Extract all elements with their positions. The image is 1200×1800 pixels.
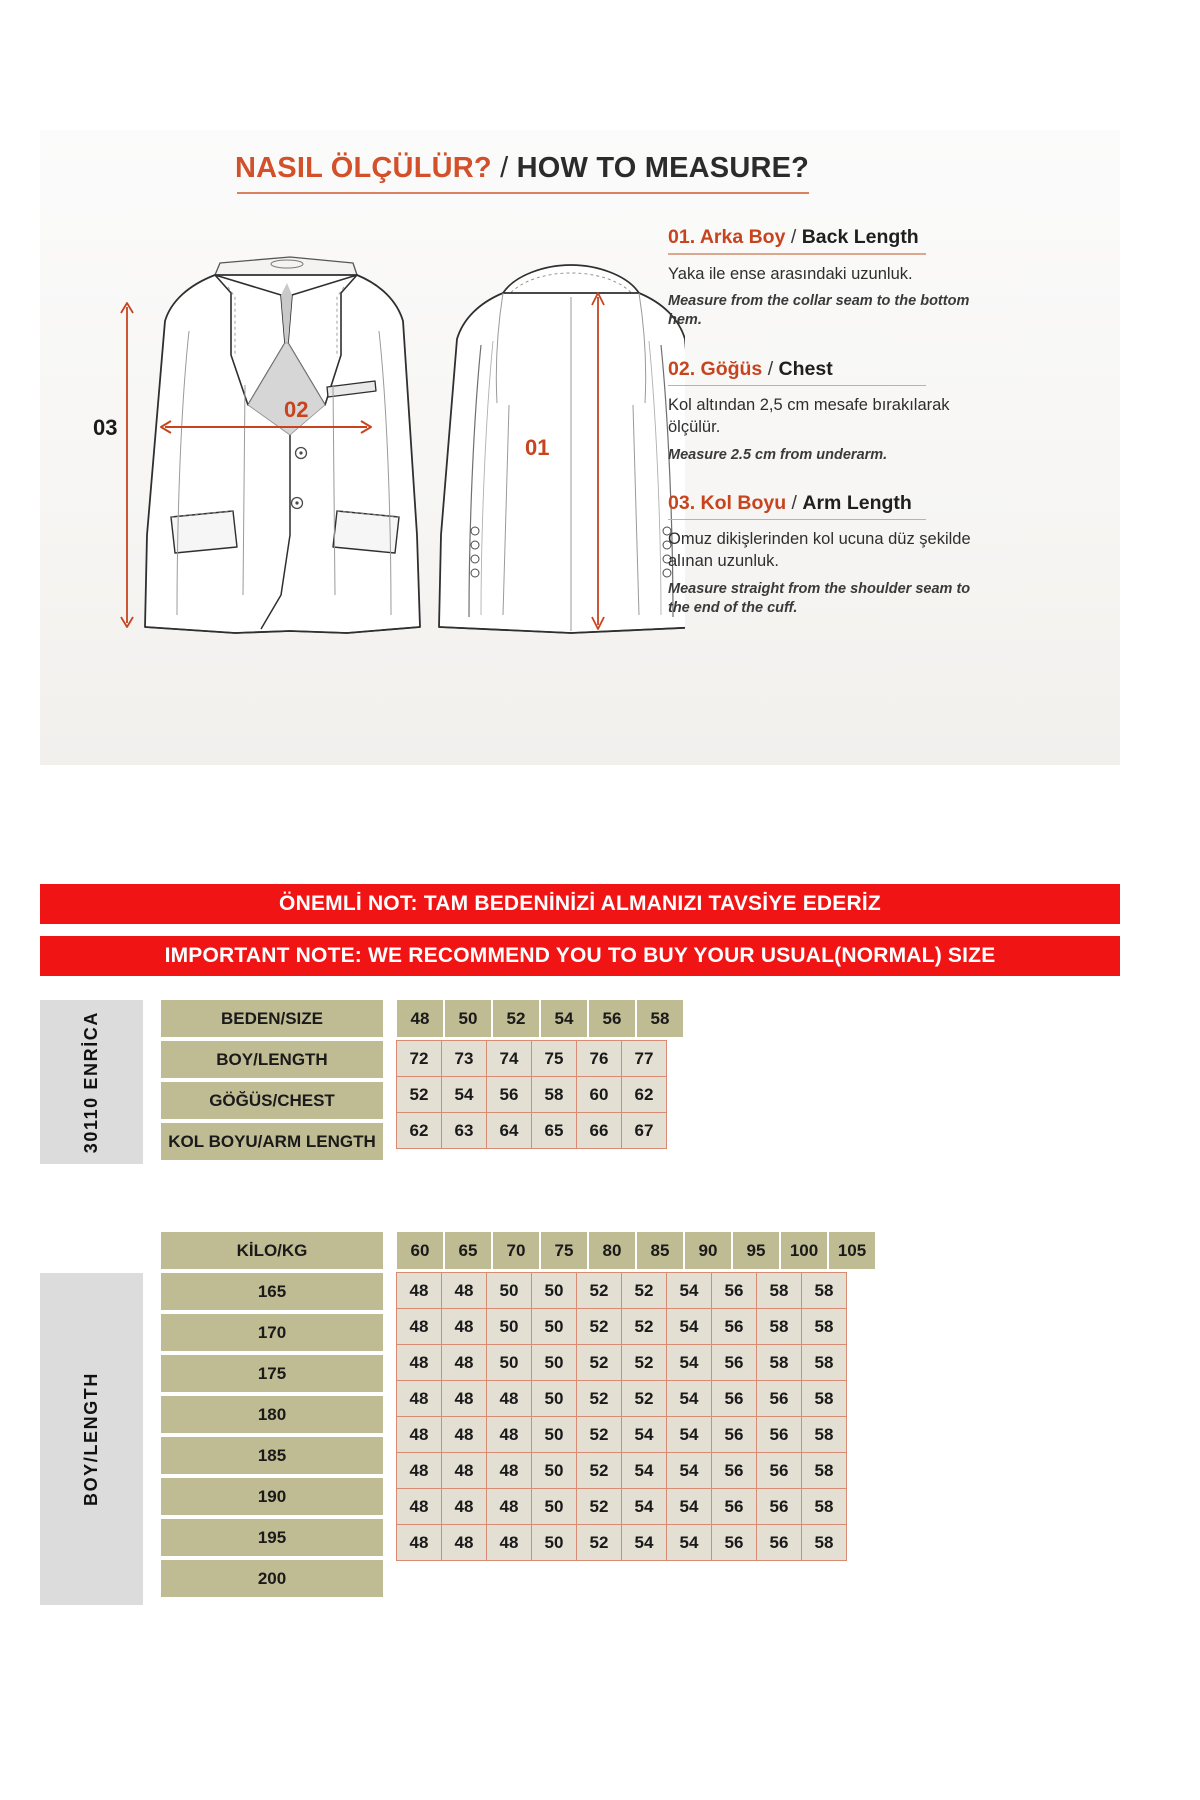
- table2-cell-7-5: 54: [621, 1524, 667, 1561]
- table2-weight-cell-5: 85: [637, 1232, 683, 1269]
- front-jacket-drawing: [145, 257, 420, 633]
- table1-size-cell-0: 48: [397, 1000, 443, 1037]
- important-note-banner-en: IMPORTANT NOTE: WE RECOMMEND YOU TO BUY YOUR USUAL(NORMAL) SIZE: [40, 936, 1120, 976]
- page-title: [235, 152, 809, 185]
- table2-cell-4-3: 50: [531, 1416, 577, 1453]
- table1-cell-0-3: 75: [531, 1040, 577, 1077]
- table2-cell-3-1: 48: [441, 1380, 487, 1417]
- table2-weight-cell-8: 100: [781, 1232, 827, 1269]
- measurement-heading-01: [668, 226, 919, 252]
- table1-cell-2-5: 67: [621, 1112, 667, 1149]
- table2-cell-3-9: 58: [801, 1380, 847, 1417]
- measurement-desc-en-03: Measure straight from the shoulder seam to the end of the cuff.: [668, 580, 971, 616]
- title-underline: [237, 192, 809, 194]
- table2-row-label-0: 165: [161, 1273, 383, 1310]
- table2-cell-4-4: 52: [576, 1416, 622, 1453]
- table2-cell-7-3: 50: [531, 1524, 577, 1561]
- table1-size-cell-3: 54: [541, 1000, 587, 1037]
- table2-cell-7-4: 52: [576, 1524, 622, 1561]
- table2-value-grid: [397, 1273, 847, 1605]
- table2-row-label-2: 175: [161, 1355, 383, 1392]
- table2-cell-4-1: 48: [441, 1416, 487, 1453]
- table2-row-label-3: 180: [161, 1396, 383, 1433]
- table2-cell-3-7: 56: [711, 1380, 757, 1417]
- table2-cell-1-0: 48: [396, 1308, 442, 1345]
- measurement-heading-rule-02: [668, 385, 926, 387]
- table1-cell-2-1: 63: [441, 1112, 487, 1149]
- table2-cell-1-1: 48: [441, 1308, 487, 1345]
- measurement-number-01: 01.: [668, 226, 696, 248]
- table2-cell-0-2: 50: [486, 1272, 532, 1309]
- table2-row-label-6: 195: [161, 1519, 383, 1556]
- measurement-slash-02: /: [762, 357, 779, 380]
- table1-cell-0-5: 77: [621, 1040, 667, 1077]
- measure-label-01: 01: [525, 435, 550, 460]
- table2-cell-2-6: 54: [666, 1344, 712, 1381]
- table2-cell-4-7: 56: [711, 1416, 757, 1453]
- table1-cell-1-2: 56: [486, 1076, 532, 1113]
- height-weight-size-table: [40, 1232, 877, 1605]
- table1-cell-0-1: 73: [441, 1040, 487, 1077]
- table2-cell-1-2: 50: [486, 1308, 532, 1345]
- table2-cell-7-7: 56: [711, 1524, 757, 1561]
- table2-cell-3-3: 50: [531, 1380, 577, 1417]
- table-row: [397, 1345, 847, 1381]
- table2-weight-cell-2: 70: [493, 1232, 539, 1269]
- table2-cell-7-8: 56: [756, 1524, 802, 1561]
- table2-cell-3-5: 52: [621, 1380, 667, 1417]
- measure-line-03: [121, 303, 133, 627]
- table1-cell-0-4: 76: [576, 1040, 622, 1077]
- table2-cell-6-5: 54: [621, 1488, 667, 1525]
- table2-cell-4-8: 56: [756, 1416, 802, 1453]
- table2-cell-7-0: 48: [396, 1524, 442, 1561]
- measure-label-03: 03: [93, 415, 118, 440]
- table2-cell-4-0: 48: [396, 1416, 442, 1453]
- measurement-name-en-02: Chest: [778, 357, 833, 380]
- table2-cell-5-6: 54: [666, 1452, 712, 1489]
- table1-size-cell-1: 50: [445, 1000, 491, 1037]
- measurement-name-tr-02: Göğüs: [700, 357, 763, 380]
- table2-cell-1-8: 58: [756, 1308, 802, 1345]
- table2-cell-2-4: 52: [576, 1344, 622, 1381]
- table1-cell-1-1: 54: [441, 1076, 487, 1113]
- jacket-illustrations: [85, 235, 685, 655]
- table2-cell-0-0: 48: [396, 1272, 442, 1309]
- measurement-block-01: [668, 226, 1098, 331]
- table2-weight-header-row: [397, 1232, 877, 1273]
- table1-row-label-2: KOL BOYU/ARM LENGTH: [161, 1123, 383, 1160]
- table2-cell-7-9: 58: [801, 1524, 847, 1561]
- page-title-en: HOW TO MEASURE?: [516, 152, 810, 184]
- important-note-banner-tr: ÖNEMLİ NOT: TAM BEDENİNİZİ ALMANIZI TAVSİYE EDERİZ: [40, 884, 1120, 924]
- table2-cell-6-3: 50: [531, 1488, 577, 1525]
- measurement-slash-01: /: [785, 226, 802, 248]
- table2-cell-6-7: 56: [711, 1488, 757, 1525]
- table2-cell-2-8: 58: [756, 1344, 802, 1381]
- table2-cell-6-8: 56: [756, 1488, 802, 1525]
- table1-cell-2-2: 64: [486, 1112, 532, 1149]
- table2-cell-7-1: 48: [441, 1524, 487, 1561]
- table2-cell-3-8: 56: [756, 1380, 802, 1417]
- table1-cell-1-5: 62: [621, 1076, 667, 1113]
- table1-row-labels: [161, 1041, 383, 1164]
- table-row: [397, 1417, 847, 1453]
- table-row: [397, 1489, 847, 1525]
- table2-cell-0-9: 58: [801, 1272, 847, 1309]
- table2-row-label-1: 170: [161, 1314, 383, 1351]
- table2-cell-2-5: 52: [621, 1344, 667, 1381]
- table2-row-label-7: 200: [161, 1560, 383, 1597]
- table1-row-label-1: GÖĞÜS/CHEST: [161, 1082, 383, 1119]
- product-size-table: [40, 1000, 685, 1164]
- table1-cell-2-3: 65: [531, 1112, 577, 1149]
- table2-cell-6-2: 48: [486, 1488, 532, 1525]
- table2-cell-2-2: 50: [486, 1344, 532, 1381]
- table1-cell-1-0: 52: [396, 1076, 442, 1113]
- table1-cell-2-0: 62: [396, 1112, 442, 1149]
- table2-cell-0-8: 58: [756, 1272, 802, 1309]
- table2-cell-5-8: 56: [756, 1452, 802, 1489]
- measurement-heading-rule-03: [668, 519, 926, 521]
- table1-cell-2-4: 66: [576, 1112, 622, 1149]
- table2-cell-4-2: 48: [486, 1416, 532, 1453]
- table-row: [397, 1453, 847, 1489]
- table2-cell-6-6: 54: [666, 1488, 712, 1525]
- table2-cell-1-4: 52: [576, 1308, 622, 1345]
- measurement-heading-02: [668, 358, 833, 384]
- table2-cell-1-5: 52: [621, 1308, 667, 1345]
- table-row: [397, 1041, 667, 1077]
- table2-cell-4-5: 54: [621, 1416, 667, 1453]
- table2-cell-0-3: 50: [531, 1272, 577, 1309]
- table2-cell-5-1: 48: [441, 1452, 487, 1489]
- table2-row-labels: [161, 1273, 383, 1605]
- table2-cell-2-9: 58: [801, 1344, 847, 1381]
- measure-label-02: 02: [284, 397, 309, 422]
- table2-cell-6-9: 58: [801, 1488, 847, 1525]
- measurement-block-03: [668, 492, 1098, 618]
- back-jacket-drawing: [439, 265, 685, 633]
- table2-weight-cell-7: 95: [733, 1232, 779, 1269]
- table2-weight-cell-6: 90: [685, 1232, 731, 1269]
- measurement-heading-03: [668, 492, 912, 518]
- measurement-desc-en-02: Measure 2.5 cm from underarm.: [668, 446, 888, 463]
- table1-cell-0-0: 72: [396, 1040, 442, 1077]
- table2-row-label-4: 185: [161, 1437, 383, 1474]
- table1-cell-1-3: 58: [531, 1076, 577, 1113]
- measurement-desc-tr-02: Kol altından 2,5 cm mesafe bırakılarak ölçülür.: [668, 396, 950, 436]
- table2-weight-cell-1: 65: [445, 1232, 491, 1269]
- table2-row-label-5: 190: [161, 1478, 383, 1515]
- measurement-desc-tr-03: Omuz dikişlerinden kol ucuna düz şekilde alınan uzunluk.: [668, 530, 971, 570]
- table2-cell-1-3: 50: [531, 1308, 577, 1345]
- table2-cell-0-7: 56: [711, 1272, 757, 1309]
- table-row: [397, 1273, 847, 1309]
- table2-cell-5-2: 48: [486, 1452, 532, 1489]
- table-row: [397, 1381, 847, 1417]
- table2-cell-1-7: 56: [711, 1308, 757, 1345]
- table2-weight-cell-9: 105: [829, 1232, 875, 1269]
- table1-side-label: 30110 ENRİCA: [40, 1000, 143, 1164]
- table2-cell-2-7: 56: [711, 1344, 757, 1381]
- table2-cell-5-4: 52: [576, 1452, 622, 1489]
- table2-cell-1-9: 58: [801, 1308, 847, 1345]
- table2-cell-7-6: 54: [666, 1524, 712, 1561]
- table2-cell-0-1: 48: [441, 1272, 487, 1309]
- table2-cell-6-0: 48: [396, 1488, 442, 1525]
- table2-cell-4-6: 54: [666, 1416, 712, 1453]
- table1-cell-1-4: 60: [576, 1076, 622, 1113]
- table2-cell-3-4: 52: [576, 1380, 622, 1417]
- measurement-name-en-03: Arm Length: [802, 491, 912, 514]
- table1-row-label-0: BOY/LENGTH: [161, 1041, 383, 1078]
- measurement-desc-tr-01: Yaka ile ense arasındaki uzunluk.: [668, 264, 913, 283]
- page-title-tr: NASIL ÖLÇÜLÜR?: [235, 152, 492, 184]
- table1-size-cell-5: 58: [637, 1000, 683, 1037]
- how-to-measure-panel: [40, 130, 1120, 765]
- table2-cell-5-7: 56: [711, 1452, 757, 1489]
- table1-value-grid: [397, 1041, 667, 1164]
- table2-cell-0-4: 52: [576, 1272, 622, 1309]
- measurement-descriptions: [668, 226, 1098, 645]
- measurement-block-02: [668, 358, 1098, 465]
- table2-cell-2-0: 48: [396, 1344, 442, 1381]
- table1-size-cell-4: 56: [589, 1000, 635, 1037]
- table-row: [397, 1309, 847, 1345]
- table2-cell-3-6: 54: [666, 1380, 712, 1417]
- table2-cell-0-5: 52: [621, 1272, 667, 1309]
- table1-size-header-row: [397, 1000, 685, 1041]
- measurement-desc-en-01: Measure from the collar seam to the bottom hem.: [668, 293, 970, 329]
- measurement-slash-03: /: [786, 491, 803, 514]
- table2-header-label: KİLO/KG: [161, 1232, 383, 1269]
- table1-size-cell-2: 52: [493, 1000, 539, 1037]
- table2-cell-0-6: 54: [666, 1272, 712, 1309]
- table2-cell-5-9: 58: [801, 1452, 847, 1489]
- table2-cell-2-1: 48: [441, 1344, 487, 1381]
- measurement-name-tr-01: Arka Boy: [699, 226, 786, 248]
- table2-weight-cell-0: 60: [397, 1232, 443, 1269]
- table2-cell-3-2: 48: [486, 1380, 532, 1417]
- table2-cell-5-5: 54: [621, 1452, 667, 1489]
- table2-cell-3-0: 48: [396, 1380, 442, 1417]
- table2-cell-1-6: 54: [666, 1308, 712, 1345]
- table-row: [397, 1077, 667, 1113]
- table2-cell-4-9: 58: [801, 1416, 847, 1453]
- measurement-name-tr-03: Kol Boyu: [700, 491, 787, 514]
- table2-side-label: BOY/LENGTH: [40, 1273, 143, 1605]
- table-row: [397, 1113, 667, 1149]
- table2-weight-cell-4: 80: [589, 1232, 635, 1269]
- measurement-number-02: 02.: [668, 357, 696, 380]
- table2-weight-cell-3: 75: [541, 1232, 587, 1269]
- table1-cell-0-2: 74: [486, 1040, 532, 1077]
- table2-cell-6-1: 48: [441, 1488, 487, 1525]
- measurement-name-en-01: Back Length: [801, 226, 919, 248]
- table1-header-label: BEDEN/SIZE: [161, 1000, 383, 1037]
- measurement-number-03: 03.: [668, 491, 696, 514]
- table2-cell-5-3: 50: [531, 1452, 577, 1489]
- table-row: [397, 1525, 847, 1561]
- measurement-heading-rule-01: [668, 253, 926, 255]
- table2-cell-2-3: 50: [531, 1344, 577, 1381]
- table2-cell-5-0: 48: [396, 1452, 442, 1489]
- table2-cell-6-4: 52: [576, 1488, 622, 1525]
- page-title-separator: /: [491, 152, 517, 184]
- table2-cell-7-2: 48: [486, 1524, 532, 1561]
